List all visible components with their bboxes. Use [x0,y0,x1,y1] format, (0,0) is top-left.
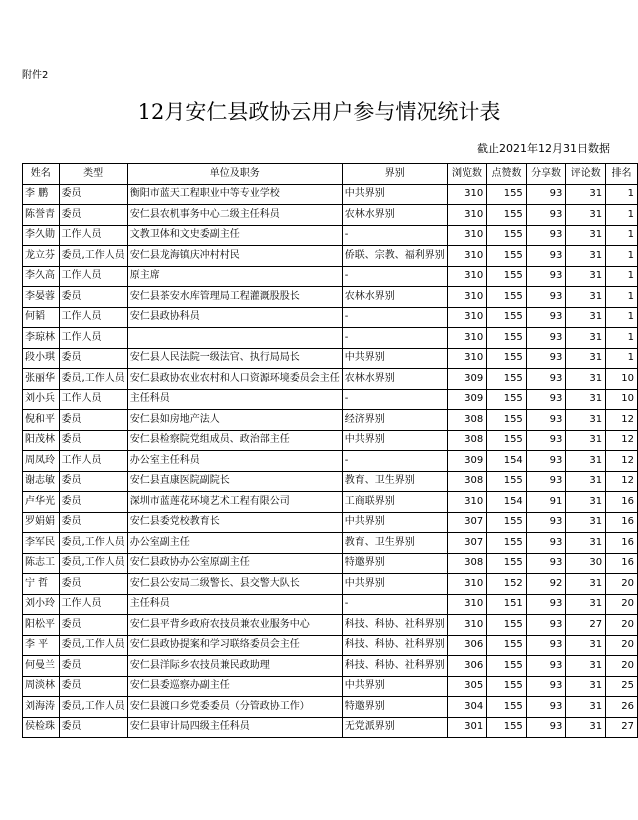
table-row [23,348,638,369]
cell-type: 委员,工作人员 [59,635,127,656]
cell-name: 刘海涛 [23,697,60,718]
cell-comments: 30 [566,553,606,574]
cell-sector: 农林水界别 [342,369,447,390]
cell-type: 委员 [59,287,127,308]
cell-type: 委员 [59,410,127,431]
cell-name: 陈誉青 [23,205,60,226]
cell-unit-position: 安仁县委巡察办副主任 [127,676,342,697]
cell-likes: 151 [487,594,527,615]
cell-sector: - [342,451,447,472]
cell-shares: 93 [526,451,566,472]
cell-views: 309 [447,369,487,390]
cell-likes: 155 [487,471,527,492]
table-row [23,594,638,615]
cell-unit-position: 安仁县审计局四级主任科员 [127,717,342,738]
cell-comments: 31 [566,307,606,328]
cell-name: 谢志敏 [23,471,60,492]
cell-type: 工作人员 [59,307,127,328]
cell-views: 307 [447,533,487,554]
cell-comments: 31 [566,184,606,205]
cell-name: 罗娟娟 [23,512,60,533]
cell-views: 310 [447,205,487,226]
cell-comments: 31 [566,512,606,533]
cell-unit-position: 安仁县龙海镇庆冲村村民 [127,246,342,267]
cell-views: 310 [447,246,487,267]
cell-comments: 31 [566,369,606,390]
cell-comments: 31 [566,410,606,431]
cell-likes: 155 [487,512,527,533]
cell-rank: 20 [606,594,638,615]
cell-name: 张丽华 [23,369,60,390]
cell-unit-position: 原主席 [127,266,342,287]
cell-shares: 93 [526,266,566,287]
table-header-row [23,164,638,185]
cell-likes: 152 [487,574,527,595]
statistics-table [22,163,638,738]
cell-likes: 155 [487,389,527,410]
cell-views: 308 [447,471,487,492]
cell-shares: 93 [526,717,566,738]
cell-likes: 155 [487,348,527,369]
cell-sector: 中共界别 [342,430,447,451]
cell-shares: 93 [526,615,566,636]
cell-sector: 中共界别 [342,184,447,205]
cell-name: 李晏蓉 [23,287,60,308]
cell-comments: 31 [566,389,606,410]
cell-views: 309 [447,451,487,472]
cell-views: 305 [447,676,487,697]
cell-type: 工作人员 [59,266,127,287]
cell-unit-position: 安仁县政协办公室原副主任 [127,553,342,574]
cell-rank: 1 [606,246,638,267]
table-row [23,184,638,205]
cell-shares: 93 [526,205,566,226]
cell-comments: 31 [566,717,606,738]
cell-name: 卢华光 [23,492,60,513]
cell-sector: 经济界别 [342,410,447,431]
header-name: 姓名 [23,164,60,185]
cell-likes: 155 [487,287,527,308]
cell-views: 310 [447,328,487,349]
cell-likes: 155 [487,717,527,738]
cell-comments: 31 [566,287,606,308]
cell-likes: 154 [487,451,527,472]
cell-name: 李久勋 [23,225,60,246]
header-unit-position: 单位及职务 [127,164,342,185]
cell-name: 李琼林 [23,328,60,349]
cell-views: 310 [447,184,487,205]
table-row [23,512,638,533]
cell-name: 刘小兵 [23,389,60,410]
cell-rank: 12 [606,410,638,431]
cell-name: 何韬 [23,307,60,328]
cell-likes: 155 [487,184,527,205]
cell-sector: 特邀界别 [342,697,447,718]
cell-rank: 1 [606,225,638,246]
table-row [23,656,638,677]
cell-sector: 教育、卫生界别 [342,533,447,554]
attachment-label: 附件2 [22,70,49,81]
cell-sector: 特邀界别 [342,553,447,574]
cell-likes: 155 [487,307,527,328]
cell-shares: 93 [526,225,566,246]
cell-views: 310 [447,287,487,308]
cell-comments: 31 [566,348,606,369]
cell-name: 周淡林 [23,676,60,697]
header-type: 类型 [59,164,127,185]
cell-rank: 10 [606,389,638,410]
cell-comments: 27 [566,615,606,636]
cell-rank: 20 [606,574,638,595]
cell-rank: 26 [606,697,638,718]
cell-rank: 1 [606,266,638,287]
cell-name: 刘小玲 [23,594,60,615]
cell-name: 段小琪 [23,348,60,369]
cell-sector: 科技、科协、社科界别 [342,635,447,656]
table-row [23,307,638,328]
cell-shares: 93 [526,410,566,431]
cell-sector: 中共界别 [342,348,447,369]
cell-comments: 31 [566,533,606,554]
cell-shares: 93 [526,471,566,492]
cell-unit-position: 安仁县政协提案和学习联络委员会主任 [127,635,342,656]
cell-unit-position: 文教卫体和文史委副主任 [127,225,342,246]
cell-likes: 155 [487,676,527,697]
table-row [23,287,638,308]
cell-views: 304 [447,697,487,718]
cell-sector: 中共界别 [342,512,447,533]
cell-type: 委员 [59,676,127,697]
cell-shares: 93 [526,389,566,410]
cell-sector: 科技、科协、社科界别 [342,615,447,636]
cell-rank: 12 [606,471,638,492]
cell-views: 309 [447,389,487,410]
cell-type: 工作人员 [59,389,127,410]
header-views: 浏览数 [447,164,487,185]
cell-unit-position: 安仁县政协农业农村和人口资源环境委员会主任 [127,369,342,390]
cell-name: 倪和平 [23,410,60,431]
cell-likes: 155 [487,533,527,554]
cell-type: 委员 [59,615,127,636]
cell-name: 宁 哲 [23,574,60,595]
cell-views: 310 [447,225,487,246]
cell-comments: 31 [566,676,606,697]
cell-comments: 31 [566,205,606,226]
cell-likes: 155 [487,656,527,677]
table-row [23,676,638,697]
cell-views: 310 [447,594,487,615]
cell-shares: 93 [526,553,566,574]
cell-shares: 93 [526,184,566,205]
cell-likes: 155 [487,635,527,656]
cell-name: 李军民 [23,533,60,554]
cell-type: 委员 [59,492,127,513]
cell-type: 工作人员 [59,225,127,246]
cell-rank: 1 [606,184,638,205]
table-row [23,389,638,410]
cell-name: 何曼兰 [23,656,60,677]
cell-sector: - [342,328,447,349]
table-row [23,471,638,492]
cell-rank: 16 [606,492,638,513]
cell-name: 李 鹏 [23,184,60,205]
cell-likes: 155 [487,328,527,349]
cell-rank: 10 [606,369,638,390]
table-row [23,697,638,718]
cell-rank: 1 [606,307,638,328]
cell-unit-position: 安仁县洋际乡农技员兼民政助理 [127,656,342,677]
cell-rank: 20 [606,656,638,677]
cell-shares: 93 [526,287,566,308]
cell-sector: 科技、科协、社科界别 [342,656,447,677]
cell-rank: 16 [606,512,638,533]
cell-comments: 31 [566,492,606,513]
cell-type: 工作人员 [59,328,127,349]
cell-unit-position: 安仁县委党校教育长 [127,512,342,533]
cell-unit-position: 主任科员 [127,594,342,615]
cell-type: 工作人员 [59,594,127,615]
cell-unit-position: 深圳市蓝莲花环境艺术工程有限公司 [127,492,342,513]
cell-shares: 93 [526,307,566,328]
cell-comments: 31 [566,635,606,656]
cell-comments: 31 [566,266,606,287]
cell-shares: 93 [526,430,566,451]
cell-views: 310 [447,266,487,287]
cell-likes: 155 [487,225,527,246]
cell-sector: 农林水界别 [342,205,447,226]
cell-shares: 93 [526,533,566,554]
cell-likes: 155 [487,266,527,287]
cell-likes: 155 [487,369,527,390]
cell-sector: - [342,389,447,410]
cell-unit-position: 安仁县人民法院一级法官、执行局局长 [127,348,342,369]
header-likes: 点赞数 [487,164,527,185]
cell-shares: 93 [526,348,566,369]
cell-sector: 教育、卫生界别 [342,471,447,492]
cell-rank: 1 [606,348,638,369]
cell-sector: - [342,225,447,246]
table-row [23,410,638,431]
cell-views: 310 [447,307,487,328]
cell-unit-position: 安仁县茶安水库管理局工程灌溉股股长 [127,287,342,308]
cell-type: 委员 [59,430,127,451]
cell-shares: 93 [526,594,566,615]
header-sector: 界别 [342,164,447,185]
table-row [23,533,638,554]
cell-type: 委员,工作人员 [59,697,127,718]
cell-unit-position: 衡阳市蓝天工程职业中等专业学校 [127,184,342,205]
cell-rank: 1 [606,205,638,226]
cell-likes: 154 [487,492,527,513]
cell-comments: 31 [566,594,606,615]
cell-name: 周凤玲 [23,451,60,472]
table-row [23,246,638,267]
cell-views: 307 [447,512,487,533]
cell-rank: 1 [606,328,638,349]
header-rank: 排名 [606,164,638,185]
cell-views: 310 [447,348,487,369]
cell-shares: 93 [526,635,566,656]
cell-shares: 93 [526,369,566,390]
cell-unit-position: 办公室主任科员 [127,451,342,472]
cell-views: 310 [447,574,487,595]
table-row [23,635,638,656]
table-row [23,717,638,738]
table-row [23,205,638,226]
cell-type: 委员,工作人员 [59,369,127,390]
table-row [23,225,638,246]
cell-type: 委员 [59,656,127,677]
table-row [23,328,638,349]
cell-comments: 31 [566,430,606,451]
cell-name: 阳松平 [23,615,60,636]
cell-type: 委员,工作人员 [59,553,127,574]
cell-rank: 12 [606,430,638,451]
cell-comments: 31 [566,246,606,267]
cell-rank: 16 [606,533,638,554]
cell-type: 委员 [59,471,127,492]
cell-name: 侯检珠 [23,717,60,738]
cell-likes: 155 [487,615,527,636]
cell-comments: 31 [566,656,606,677]
cell-rank: 27 [606,717,638,738]
as-of-date: 截止2021年12月31日数据 [477,142,610,155]
cell-comments: 31 [566,697,606,718]
cell-type: 委员 [59,574,127,595]
cell-unit-position: 主任科员 [127,389,342,410]
cell-views: 306 [447,656,487,677]
cell-unit-position: 安仁县政协科员 [127,307,342,328]
cell-shares: 93 [526,697,566,718]
cell-shares: 91 [526,492,566,513]
cell-unit-position: 安仁县平背乡政府农技员兼农业服务中心 [127,615,342,636]
table-row [23,553,638,574]
table-row [23,266,638,287]
cell-unit-position: 安仁县农机事务中心二级主任科员 [127,205,342,226]
cell-likes: 155 [487,430,527,451]
cell-name: 龙立芬 [23,246,60,267]
cell-rank: 20 [606,615,638,636]
cell-name: 李 平 [23,635,60,656]
cell-unit-position [127,328,342,349]
cell-type: 委员 [59,717,127,738]
table-row [23,369,638,390]
table-row [23,430,638,451]
header-comments: 评论数 [566,164,606,185]
header-shares: 分享数 [526,164,566,185]
cell-unit-position: 安仁县如房地产法人 [127,410,342,431]
cell-views: 301 [447,717,487,738]
cell-shares: 93 [526,512,566,533]
cell-unit-position: 安仁县检察院党组成员、政治部主任 [127,430,342,451]
cell-type: 委员 [59,184,127,205]
cell-sector: - [342,594,447,615]
cell-views: 308 [447,410,487,431]
cell-shares: 93 [526,656,566,677]
cell-type: 委员,工作人员 [59,246,127,267]
table-row [23,615,638,636]
cell-sector: 工商联界别 [342,492,447,513]
cell-name: 李久高 [23,266,60,287]
cell-type: 委员 [59,348,127,369]
cell-sector: 无党派界别 [342,717,447,738]
cell-sector: 农林水界别 [342,287,447,308]
cell-sector: 中共界别 [342,574,447,595]
cell-shares: 93 [526,676,566,697]
cell-unit-position: 安仁县公安局二级警长、县交警大队长 [127,574,342,595]
page-title: 12月安仁县政协云用户参与情况统计表 [137,100,501,124]
cell-rank: 1 [606,287,638,308]
cell-sector: 中共界别 [342,676,447,697]
table-row [23,492,638,513]
cell-comments: 31 [566,225,606,246]
cell-type: 委员,工作人员 [59,533,127,554]
cell-likes: 155 [487,697,527,718]
cell-views: 310 [447,615,487,636]
cell-comments: 31 [566,471,606,492]
cell-views: 308 [447,553,487,574]
cell-sector: - [342,307,447,328]
table-row [23,574,638,595]
cell-type: 工作人员 [59,451,127,472]
cell-likes: 155 [487,410,527,431]
cell-shares: 92 [526,574,566,595]
cell-rank: 16 [606,553,638,574]
cell-type: 委员 [59,512,127,533]
cell-name: 陈志工 [23,553,60,574]
cell-shares: 93 [526,246,566,267]
cell-type: 委员 [59,205,127,226]
cell-comments: 31 [566,328,606,349]
cell-unit-position: 办公室副主任 [127,533,342,554]
table-row [23,451,638,472]
cell-comments: 31 [566,451,606,472]
cell-views: 306 [447,635,487,656]
cell-views: 310 [447,492,487,513]
cell-comments: 31 [566,574,606,595]
cell-likes: 155 [487,205,527,226]
cell-unit-position: 安仁县渡口乡党委委员（分管政协工作） [127,697,342,718]
cell-likes: 155 [487,553,527,574]
cell-views: 308 [447,430,487,451]
cell-sector: - [342,266,447,287]
cell-unit-position: 安仁县直康医院副院长 [127,471,342,492]
cell-sector: 侨联、宗教、福利界别 [342,246,447,267]
cell-likes: 155 [487,246,527,267]
cell-rank: 12 [606,451,638,472]
cell-shares: 93 [526,328,566,349]
cell-name: 阳茂林 [23,430,60,451]
cell-rank: 25 [606,676,638,697]
cell-rank: 20 [606,635,638,656]
